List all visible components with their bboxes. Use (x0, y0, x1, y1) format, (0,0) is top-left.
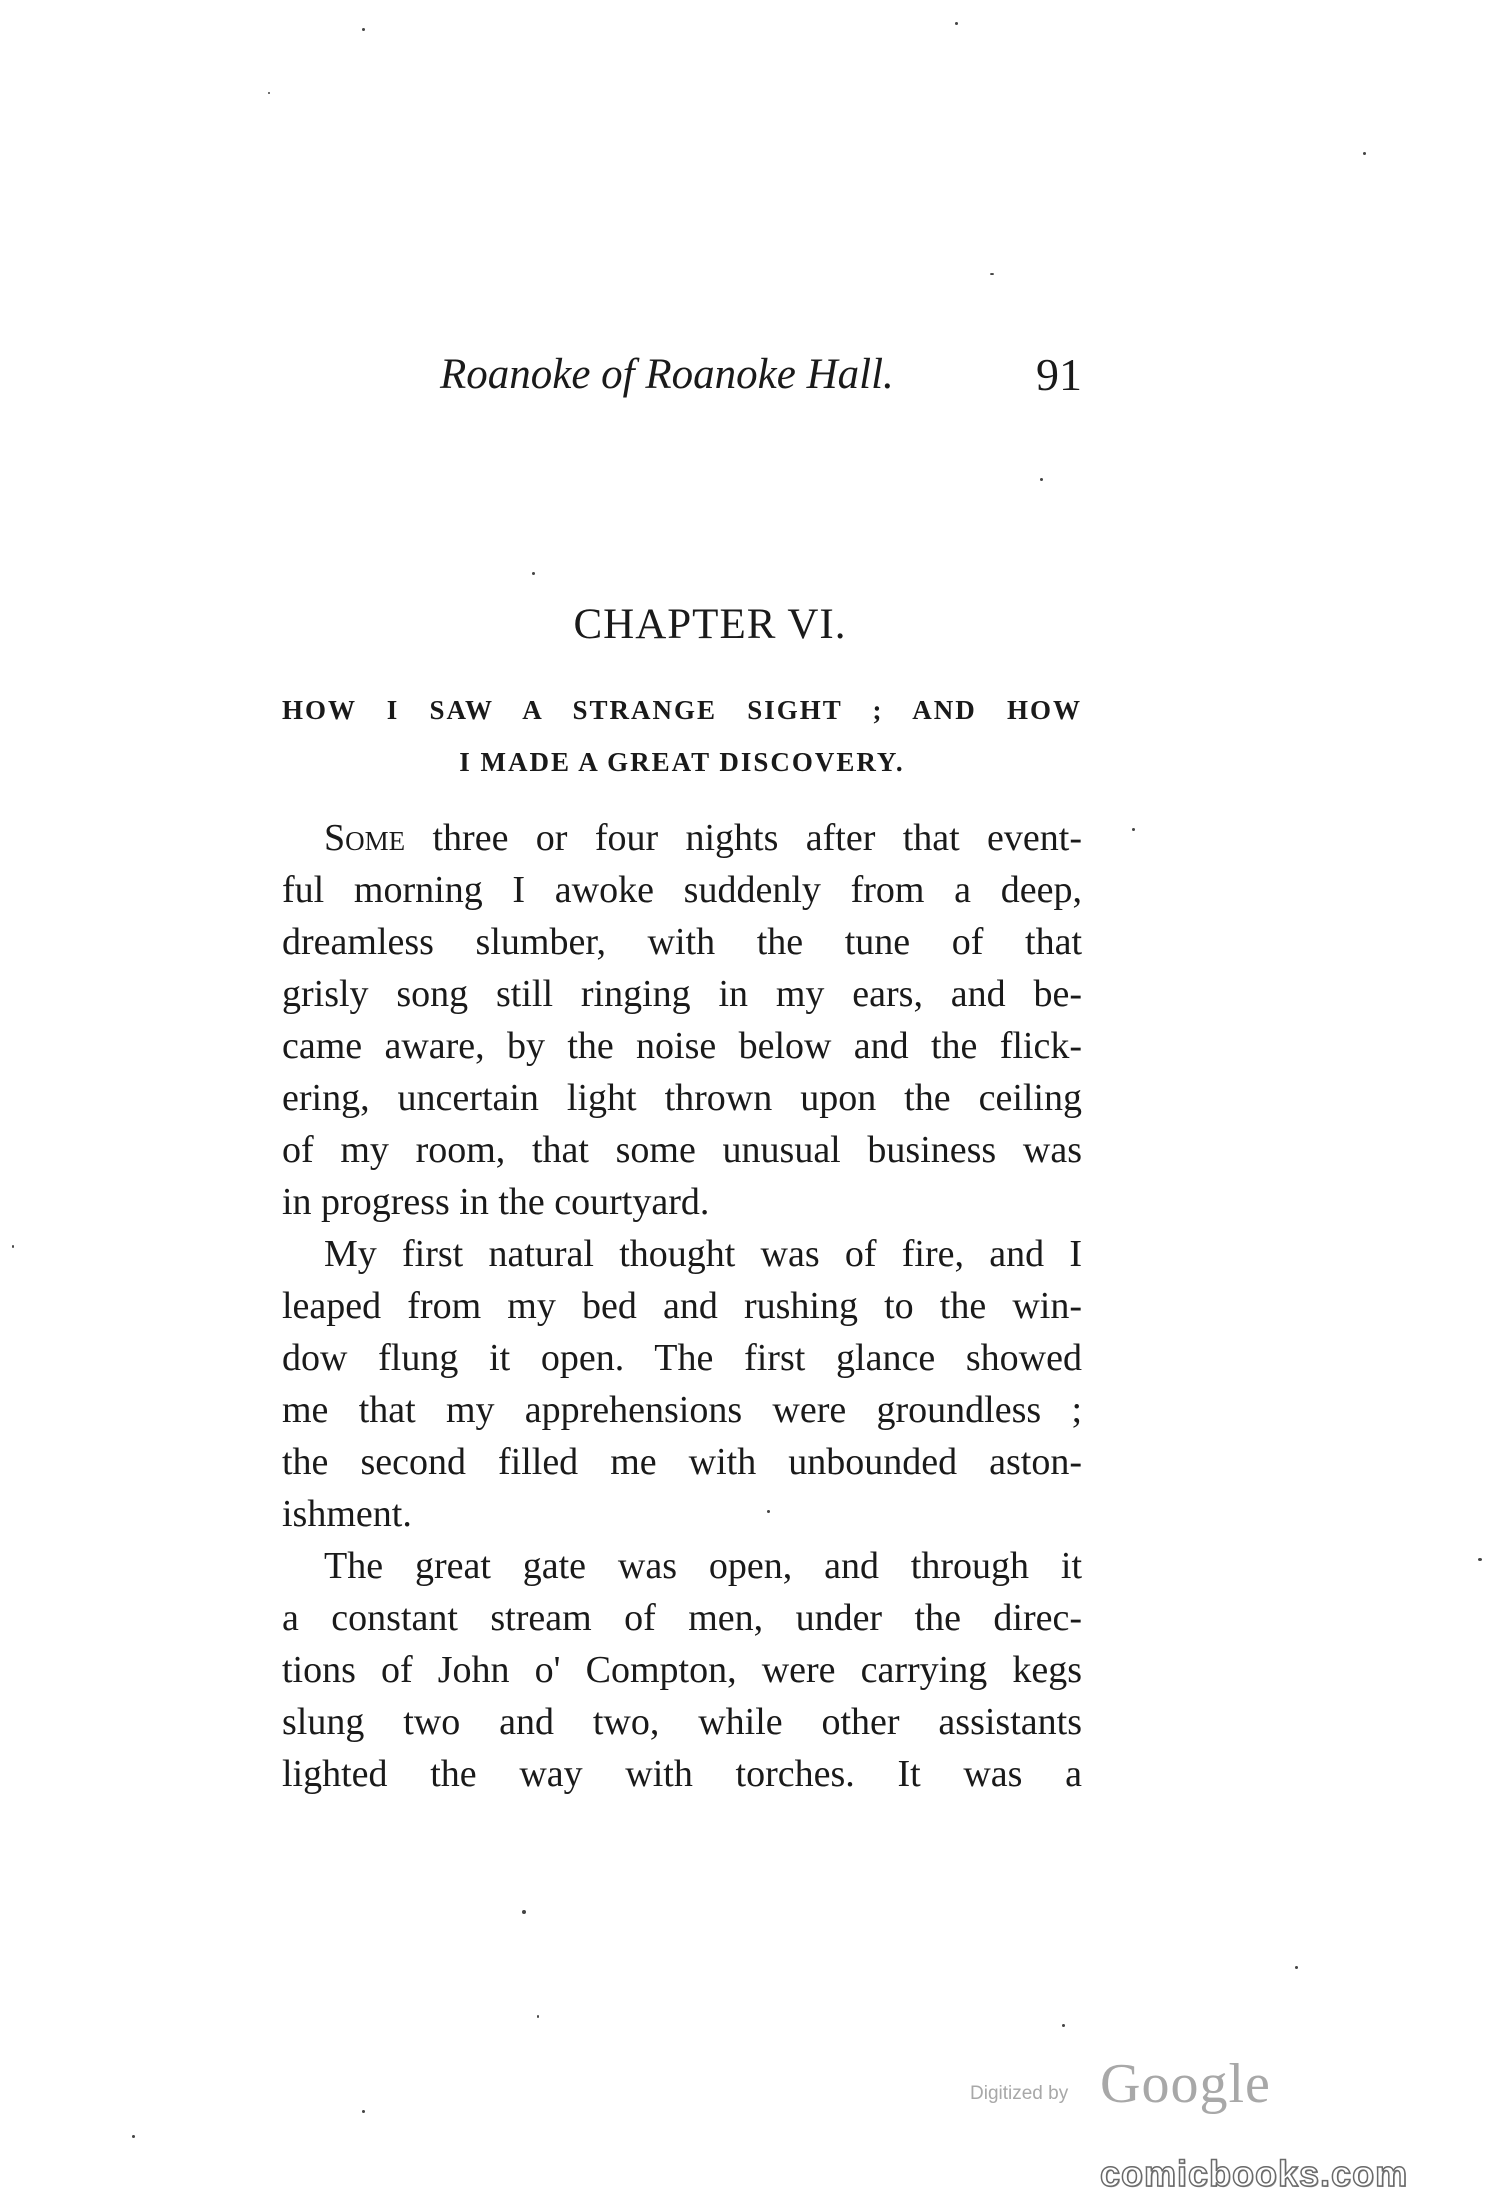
text-line: dreamless slumber, with the tune of that (282, 921, 1082, 963)
running-title: Roanoke of Roanoke Hall. (440, 351, 894, 398)
digitized-by-label: Digitized by (970, 2083, 1069, 2104)
scan-speck (522, 1910, 526, 1914)
text-line: the second filled me with unbounded aston- (282, 1441, 1082, 1483)
text-line: of my room, that some unusual business was (282, 1129, 1082, 1171)
scan-speck (537, 2015, 539, 2018)
scan-speck (1363, 152, 1366, 155)
scan-speck (132, 2135, 135, 2138)
text-line: ering, uncertain light thrown upon the ceiling (282, 1077, 1082, 1119)
text-line: in progress in the courtyard. (282, 1181, 710, 1223)
text-line: ishment. (282, 1493, 412, 1535)
text-line: The great gate was open, and through it (324, 1545, 1082, 1587)
text-line: tions of John o' Compton, were carrying kegs (282, 1649, 1082, 1691)
running-head (440, 345, 1080, 405)
scan-speck (1040, 478, 1043, 481)
text-line: me that my apprehensions were groundless ; (282, 1389, 1082, 1431)
scan-speck (268, 92, 270, 94)
chapter-subtitle (282, 684, 1082, 788)
text-line: a constant stream of men, under the direc- (282, 1597, 1082, 1639)
chapter-subtitle-line: HOW I SAW A STRANGE SIGHT ; AND HOW (282, 695, 1082, 725)
text-line: My first natural thought was of fire, and I (324, 1233, 1082, 1275)
text-line: dow flung it open. The first glance showed (282, 1337, 1082, 1379)
scan-speck (767, 1510, 770, 1513)
text-line: lighted the way with torches. It was a (282, 1753, 1082, 1795)
text-line: leaped from my bed and rushing to the win- (282, 1285, 1082, 1327)
scan-speck (362, 2110, 365, 2113)
chapter-subtitle-line: I MADE A GREAT DISCOVERY. (459, 747, 905, 777)
text-line: grisly song still ringing in my ears, and be- (282, 973, 1082, 1015)
text-line: slung two and two, while other assistants (282, 1701, 1082, 1743)
scan-speck (1295, 1966, 1298, 1969)
text-line: ful morning I awoke suddenly from a deep, (282, 869, 1082, 911)
scan-speck (12, 1245, 14, 1248)
scan-speck (1062, 2024, 1065, 2027)
scan-speck (362, 28, 365, 31)
google-logo: Google (1100, 2053, 1271, 2115)
text-line: came aware, by the noise below and the flick- (282, 1025, 1082, 1067)
site-watermark: comicbooks.com (1100, 2153, 1409, 2194)
page-number: 91 (1036, 349, 1082, 400)
scan-speck (955, 22, 958, 25)
text-line-rest: three or four nights after that event- (405, 817, 1082, 859)
drop-word: Some (324, 817, 406, 859)
scan-speck (1132, 828, 1135, 831)
scan-speck (990, 273, 994, 275)
digitized-by-watermark (970, 2052, 1290, 2122)
body-text (282, 812, 1082, 1800)
text-line (282, 812, 1082, 864)
scan-speck (532, 572, 535, 575)
scan-speck (1478, 1558, 1482, 1561)
chapter-title: CHAPTER VI. (573, 601, 847, 648)
